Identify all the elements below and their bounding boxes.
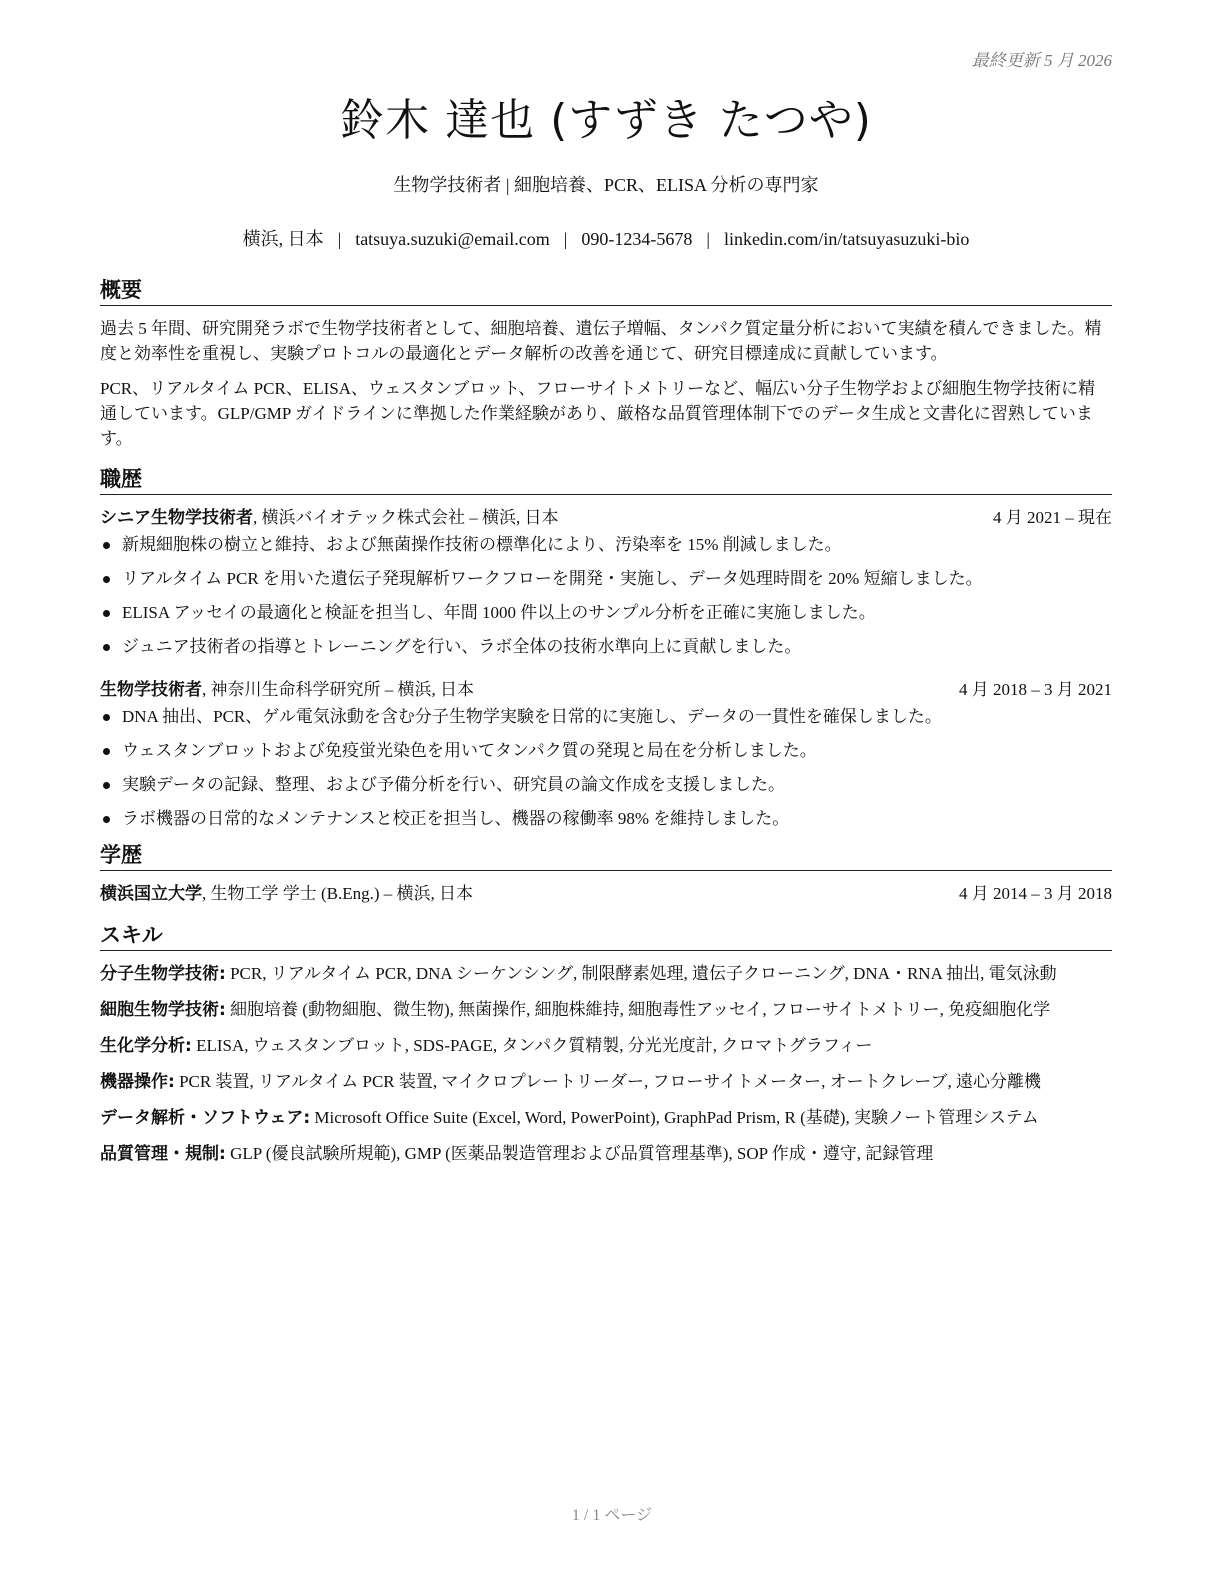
bullet-text: DNA 抽出、PCR、ゲル電気泳動を含む分子生物学実験を日常的に実施し、データの一貫性を確保しました。: [122, 707, 942, 726]
list-item: [100, 739, 1112, 763]
bullet-icon: [103, 542, 110, 549]
list-item: [100, 601, 1112, 625]
skill-value: GLP (優良試験所規範), GMP (医薬品製造管理および品質管理基準), SOP 作成・遵守, 記録管理: [225, 1144, 934, 1163]
skill-label: データ解析・ソフトウェア:: [100, 1108, 311, 1128]
job-dates: 4 月 2018 – 3 月 2021: [959, 680, 1112, 699]
bullet-text: 新規細胞株の樹立と維持、および無菌操作技術の標準化により、汚染率を 15% 削減しました。: [122, 535, 842, 554]
section-title-summary: 概要: [100, 276, 1112, 306]
section-title-skills: スキル: [100, 921, 1112, 951]
last-updated: [972, 46, 1112, 71]
job-org: , 神奈川生命科学研究所 – 横浜, 日本: [202, 680, 474, 699]
contact-line: [100, 225, 1112, 251]
bullet-text: ELISA アッセイの最適化と検証を担当し、年間 1000 件以上のサンプル分析を正確に実施しました。: [122, 603, 876, 622]
bullet-text: ラボ機器の日常的なメンテナンスと校正を担当し、機器の稼働率 98% を維持しました。: [122, 809, 790, 828]
contact-email[interactable]: tatsuya.suzuki@email.com: [355, 229, 550, 249]
summary-section: [100, 276, 1112, 451]
job-header: [100, 505, 1112, 531]
skill-row: [100, 1141, 1112, 1167]
job-bullets: [100, 533, 1112, 659]
contact-location: 横浜, 日本: [242, 229, 324, 249]
page-indicator: 1 / 1 ページ: [571, 1507, 653, 1524]
candidate-name: 鈴木 達也 (すずき たつや): [340, 95, 872, 146]
contact-separator: |: [706, 229, 710, 249]
resume-content: [100, 276, 1112, 1167]
section-title-education: 学歴: [100, 841, 1112, 871]
contact-phone: 090-1234-5678: [581, 229, 693, 249]
education-dates: 4 月 2014 – 3 月 2018: [959, 884, 1112, 903]
skill-row: [100, 997, 1112, 1023]
bullet-text: 実験データの記録、整理、および予備分析を行い、研究員の論文作成を支援しました。: [122, 775, 785, 794]
bullet-text: ジュニア技術者の指導とトレーニングを行い、ラボ全体の技術水準向上に貢献しました。: [122, 637, 802, 656]
job-header: [100, 677, 1112, 703]
job-role: シニア生物学技術者: [100, 508, 253, 528]
list-item: [100, 705, 1112, 729]
education-school: 横浜国立大学: [100, 884, 202, 904]
last-updated-value: 5 月 2026: [1044, 51, 1112, 70]
job-title-line: [100, 505, 559, 531]
skill-value: PCR 装置, リアルタイム PCR 装置, マイクロプレートリーダー, フローサイトメーター, オートクレーブ, 遠心分離機: [174, 1072, 1041, 1091]
bullet-icon: [103, 748, 110, 755]
bullet-text: ウェスタンブロットおよび免疫蛍光染色を用いてタンパク質の発現と局在を分析しました。: [122, 741, 817, 760]
section-title-experience: 職歴: [100, 465, 1112, 495]
job-title-line: [100, 677, 474, 703]
bullet-icon: [103, 714, 110, 721]
education-detail: , 生物工学 学士 (B.Eng.) – 横浜, 日本: [202, 884, 474, 903]
job-role: 生物学技術者: [100, 680, 202, 700]
skill-row: [100, 1069, 1112, 1095]
skill-row: [100, 1105, 1112, 1131]
bullet-icon: [103, 576, 110, 583]
summary-paragraph: PCR、リアルタイム PCR、ELISA、ウェスタンブロット、フローサイトメトリーなど、幅広い分子生物学および細胞生物学技術に精通しています。GLP/GMP ガイドラインに準拠した作業経験があり、厳格な品質管理体制下でのデータ生成と文書化に習熟しています。: [100, 379, 1096, 448]
resume-page: [100, 0, 1112, 1584]
skill-row: [100, 961, 1112, 987]
list-item: [100, 567, 1112, 591]
bullet-text: リアルタイム PCR を用いた遺伝子発現解析ワークフローを開発・実施し、データ処理時間を 20% 短縮しました。: [122, 569, 983, 588]
experience-section: [100, 465, 1112, 831]
skill-value: ELISA, ウェスタンブロット, SDS-PAGE, タンパク質精製, 分光光度計, クロマトグラフィー: [191, 1036, 873, 1055]
last-updated-label: 最終更新: [971, 51, 1040, 70]
job-org: , 横浜バイオテック株式会社 – 横浜, 日本: [253, 508, 559, 527]
bullet-icon: [103, 610, 110, 617]
list-item: [100, 635, 1112, 659]
list-item: [100, 807, 1112, 831]
education-line: [100, 881, 473, 907]
bullet-icon: [103, 816, 110, 823]
job-entry: [100, 677, 1112, 831]
bullet-icon: [103, 782, 110, 789]
skill-label: 生化学分析:: [100, 1036, 192, 1056]
education-entry: [100, 881, 1112, 907]
skill-row: [100, 1033, 1112, 1059]
skill-label: 機器操作:: [100, 1072, 175, 1092]
bullet-icon: [103, 644, 110, 651]
skill-label: 細胞生物学技術:: [100, 1000, 226, 1020]
skill-label: 分子生物学技術:: [100, 964, 226, 984]
list-item: [100, 533, 1112, 557]
contact-separator: |: [563, 229, 568, 249]
contact-separator: |: [337, 229, 342, 249]
summary-paragraph: 過去 5 年間、研究開発ラボで生物学技術者として、細胞培養、遺伝子増幅、タンパク質定量分析において実績を積んできました。精度と効率性を重視し、実験プロトコルの最適化とデータ解析の改善を通じて、研究目標達成に貢献しています。: [100, 319, 1102, 363]
skill-value: 細胞培養 (動物細胞、微生物), 無菌操作, 細胞株維持, 細胞毒性アッセイ, フローサイトメトリー, 免疫細胞化学: [225, 1000, 1051, 1019]
list-item: [100, 773, 1112, 797]
skill-value: PCR, リアルタイム PCR, DNA シーケンシング, 制限酵素処理, 遺伝子クローニング, DNA・RNA 抽出, 電気泳動: [225, 964, 1057, 983]
contact-linkedin[interactable]: linkedin.com/in/tatsuyasuzuki-bio: [723, 229, 970, 249]
job-bullets: [100, 705, 1112, 831]
job-entry: [100, 505, 1112, 659]
education-section: [100, 841, 1112, 907]
skills-section: [100, 921, 1112, 1167]
headline: 生物学技術者 | 細胞培養、PCR、ELISA 分析の専門家: [393, 175, 819, 195]
skill-value: Microsoft Office Suite (Excel, Word, PowerPoint), GraphPad Prism, R (基礎), 実験ノート管理システム: [310, 1108, 1039, 1127]
skill-label: 品質管理・規制:: [100, 1144, 226, 1164]
job-dates: 4 月 2021 – 現在: [993, 508, 1112, 527]
